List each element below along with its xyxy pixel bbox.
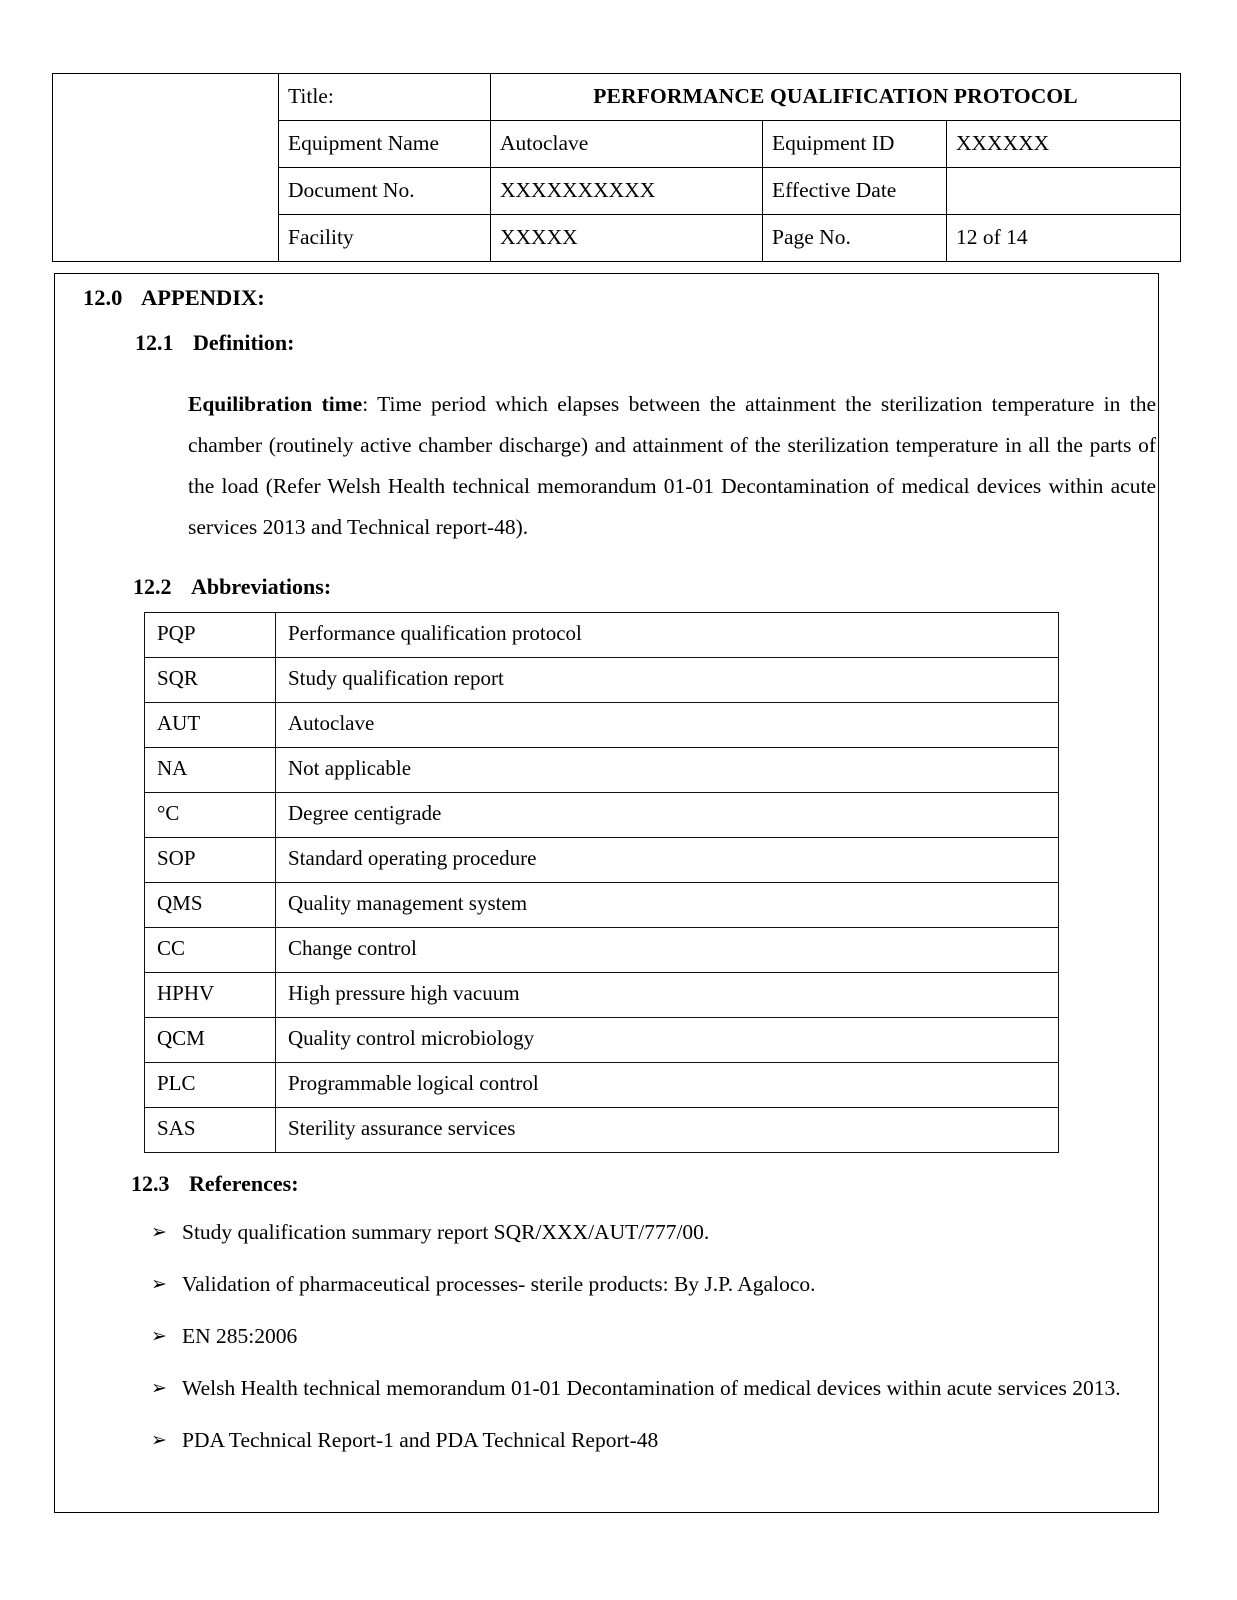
abbreviation-key: PQP	[145, 613, 276, 658]
abbreviation-description: Performance qualification protocol	[276, 613, 1059, 658]
table-row	[145, 658, 1059, 703]
header-value-facility: XXXXX	[491, 215, 763, 262]
table-row	[145, 613, 1059, 658]
header-value-page-no: 12 of 14	[947, 215, 1181, 262]
arrow-bullet-icon: ➢	[151, 1377, 167, 1399]
table-row	[145, 1108, 1059, 1153]
reference-text: Welsh Health technical memorandum 01-01 Decontamination of medical devices within acute services 2013.	[182, 1376, 1121, 1400]
table-row	[145, 703, 1059, 748]
abbreviation-description: Sterility assurance services	[276, 1108, 1059, 1153]
abbreviation-description: Quality management system	[276, 883, 1059, 928]
document-body-frame	[54, 273, 1159, 1513]
definition-paragraph	[188, 384, 1156, 548]
definition-heading-label: Definition:	[193, 330, 295, 355]
abbreviation-description: High pressure high vacuum	[276, 973, 1059, 1018]
references-number: 12.3	[131, 1171, 170, 1196]
abbreviation-description: Quality control microbiology	[276, 1018, 1059, 1063]
table-row	[145, 1063, 1059, 1108]
abbreviation-key: HPHV	[145, 973, 276, 1018]
abbreviation-description: Study qualification report	[276, 658, 1059, 703]
appendix-heading	[83, 285, 265, 311]
header-label-document-no: Document No.	[279, 168, 491, 215]
definition-heading	[135, 330, 294, 356]
reference-text: EN 285:2006	[182, 1324, 298, 1348]
abbreviations-heading-label: Abbreviations:	[191, 574, 332, 599]
table-row	[145, 1018, 1059, 1063]
header-label-equipment-name: Equipment Name	[279, 121, 491, 168]
abbreviation-description: Standard operating procedure	[276, 838, 1059, 883]
table-row	[145, 973, 1059, 1018]
abbreviation-key: °C	[145, 793, 276, 838]
abbreviation-description: Degree centigrade	[276, 793, 1059, 838]
arrow-bullet-icon: ➢	[151, 1221, 167, 1243]
header-value-equipment-id: XXXXXX	[947, 121, 1181, 168]
arrow-bullet-icon: ➢	[151, 1429, 167, 1451]
abbreviation-key: QCM	[145, 1018, 276, 1063]
abbreviations-number: 12.2	[133, 574, 172, 599]
abbreviation-key: QMS	[145, 883, 276, 928]
list-item	[151, 1368, 1151, 1408]
document-title: PERFORMANCE QUALIFICATION PROTOCOL	[491, 74, 1181, 121]
reference-text: Study qualification summary report SQR/XXX/AUT/777/00.	[182, 1220, 710, 1244]
definition-number: 12.1	[135, 330, 174, 355]
list-item	[151, 1212, 1151, 1252]
reference-text: Validation of pharmaceutical processes- sterile products: By J.P. Agaloco.	[182, 1272, 816, 1296]
header-label-title: Title:	[279, 74, 491, 121]
table-row	[145, 748, 1059, 793]
references-heading	[131, 1171, 299, 1197]
list-item	[151, 1316, 1151, 1356]
table-row	[145, 793, 1059, 838]
abbreviation-description: Not applicable	[276, 748, 1059, 793]
references-list	[151, 1212, 1151, 1472]
header-value-equipment-name: Autoclave	[491, 121, 763, 168]
arrow-bullet-icon: ➢	[151, 1325, 167, 1347]
abbreviation-key: SQR	[145, 658, 276, 703]
header-value-document-no: XXXXXXXXXX	[491, 168, 763, 215]
abbreviations-heading	[133, 574, 331, 600]
abbreviation-key: SAS	[145, 1108, 276, 1153]
appendix-number: 12.0	[83, 285, 123, 310]
header-label-effective-date: Effective Date	[763, 168, 947, 215]
abbreviations-table	[144, 612, 1059, 1153]
header-value-effective-date	[947, 168, 1181, 215]
header-label-equipment-id: Equipment ID	[763, 121, 947, 168]
header-label-page-no: Page No.	[763, 215, 947, 262]
abbreviation-description: Change control	[276, 928, 1059, 973]
logo-cell	[53, 74, 279, 262]
abbreviation-description: Autoclave	[276, 703, 1059, 748]
table-row	[145, 883, 1059, 928]
table-row	[145, 838, 1059, 883]
references-heading-label: References:	[189, 1171, 299, 1196]
abbreviation-key: PLC	[145, 1063, 276, 1108]
document-header-table	[52, 73, 1181, 262]
appendix-heading-label: APPENDIX:	[141, 285, 265, 310]
abbreviation-description: Programmable logical control	[276, 1063, 1059, 1108]
list-item	[151, 1264, 1151, 1304]
table-row	[145, 928, 1059, 973]
arrow-bullet-icon: ➢	[151, 1273, 167, 1295]
list-item	[151, 1420, 1151, 1460]
abbreviation-key: SOP	[145, 838, 276, 883]
abbreviation-key: NA	[145, 748, 276, 793]
definition-term: Equilibration time	[188, 392, 363, 416]
abbreviation-key: AUT	[145, 703, 276, 748]
header-row-title	[53, 74, 1181, 121]
reference-text: PDA Technical Report-1 and PDA Technical Report-48	[182, 1428, 659, 1452]
definition-body: : Time period which elapses between the attainment the sterilization temperature in the chamber (routinely active chamber discharge) and attainment of the sterilization temperature in all the parts of the load (Refer Welsh Health technical memorandum 01-01 Decontamination of medical devices within acute services 2013 and Technical report-48).	[188, 392, 1156, 539]
header-label-facility: Facility	[279, 215, 491, 262]
abbreviation-key: CC	[145, 928, 276, 973]
